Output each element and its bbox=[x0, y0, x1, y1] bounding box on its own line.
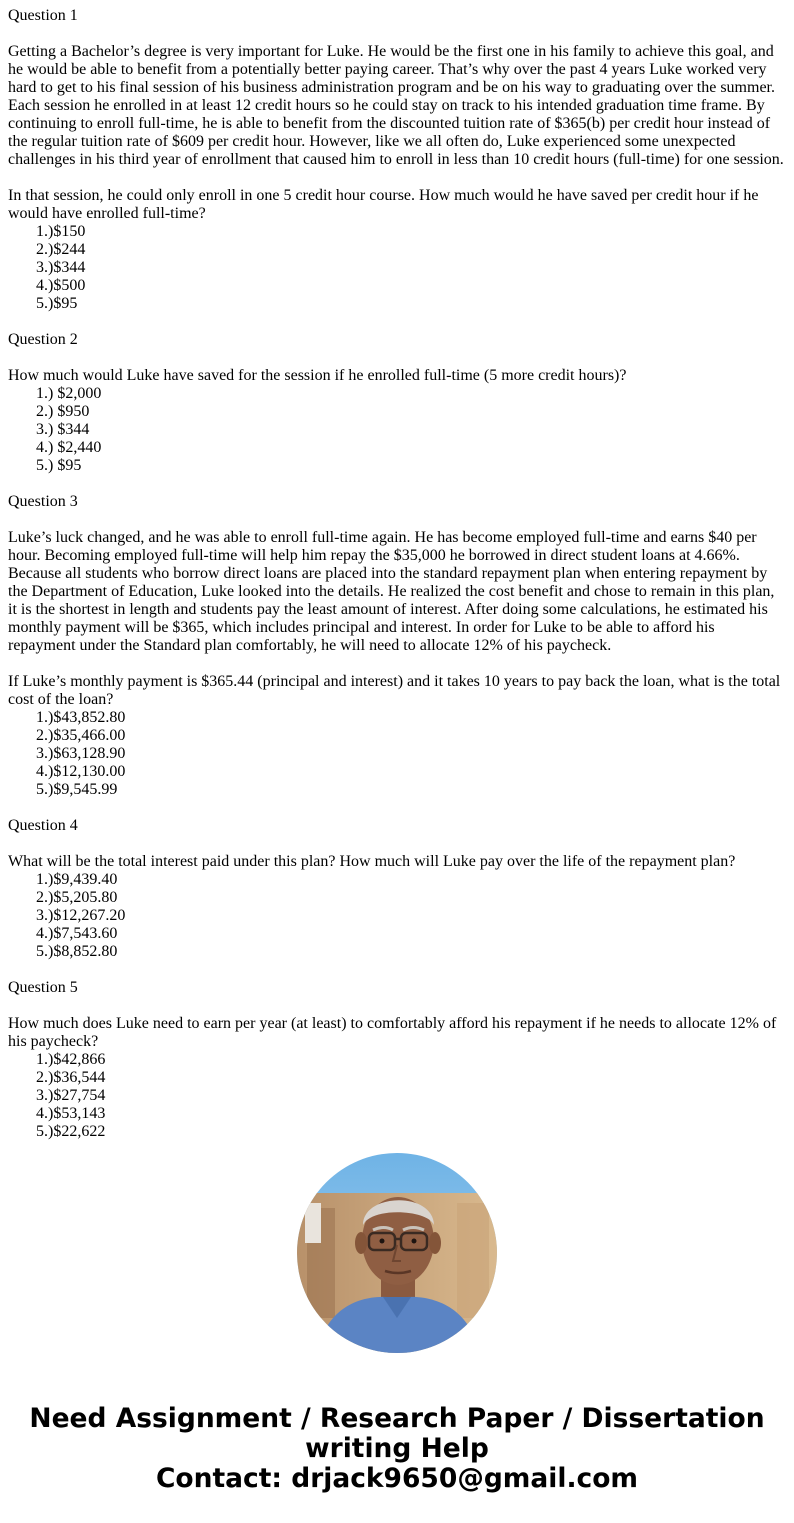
question-title: Question 1 bbox=[8, 7, 78, 24]
person-portrait-photo-icon bbox=[297, 1153, 497, 1353]
answer-option: 2.)$5,205.80 bbox=[36, 889, 118, 906]
answer-option: 1.)$42,866 bbox=[36, 1051, 106, 1068]
answer-option: 4.)$12,130.00 bbox=[36, 763, 126, 780]
footer-line-1: Need Assignment / Research Paper / Dissertation bbox=[29, 1403, 765, 1434]
question-title: Question 3 bbox=[8, 493, 78, 510]
answer-option: 3.)$63,128.90 bbox=[36, 745, 126, 762]
question-title: Question 2 bbox=[8, 331, 78, 348]
question-prompt: If Luke’s monthly payment is $365.44 (principal and interest) and it takes 10 years to pay back the loan, what is the total cost of the loan? bbox=[8, 673, 781, 708]
answer-option: 1.)$43,852.80 bbox=[36, 709, 126, 726]
answer-options bbox=[8, 385, 786, 475]
answer-option: 5.)$8,852.80 bbox=[36, 943, 118, 960]
question-title: Question 5 bbox=[8, 979, 78, 996]
answer-option: 1.)$9,439.40 bbox=[36, 871, 118, 888]
question-4 bbox=[8, 817, 786, 961]
question-title: Question 4 bbox=[8, 817, 78, 834]
answer-option: 4.)$7,543.60 bbox=[36, 925, 118, 942]
answer-option: 4.) $2,440 bbox=[36, 439, 102, 456]
question-paragraph: Luke’s luck changed, and he was able to enroll full-time again. He has become employed full-time and earns $40 per hour. Becoming employed full-time will help him repay the $35,000 he borrowed in direct student loans at 4.66%. Because all students who borrow direct loans are placed into the standard repayment plan when entering repayment by the Department of Education, Luke looked into the details. He realized the cost benefit and chose to remain in this plan, it is the shortest in length and students pay the least amount of interest. After doing some calculations, he estimated his monthly payment will be $365, which includes principal and interest. In order for Luke to be able to afford his repayment under the Standard plan comfortably, he will need to allocate 12% of his paycheck. bbox=[8, 529, 775, 654]
answer-option: 4.)$500 bbox=[36, 277, 86, 294]
answer-option: 2.)$244 bbox=[36, 241, 86, 258]
question-5 bbox=[8, 979, 786, 1141]
footer-line-2: writing Help bbox=[305, 1433, 489, 1464]
question-2 bbox=[8, 331, 786, 475]
question-prompt: How much would Luke have saved for the session if he enrolled full-time (5 more credit hours)? bbox=[8, 367, 627, 384]
answer-option: 2.) $950 bbox=[36, 403, 90, 420]
answer-option: 5.) $95 bbox=[36, 457, 82, 474]
answer-option: 3.)$27,754 bbox=[36, 1087, 106, 1104]
answer-options bbox=[8, 709, 786, 799]
answer-option: 3.)$344 bbox=[36, 259, 86, 276]
question-paragraph: Getting a Bachelor’s degree is very important for Luke. He would be the first one in his family to achieve this goal, and he would be able to benefit from a potentially better paying career. That’s why over the past 4 years Luke worked very hard to get to his final session of his business administration program and be on his way to graduating over the summer. Each session he enrolled in at least 12 credit hours so he could stay on track to his intended graduation time frame. By continuing to enroll full-time, he is able to benefit from the discounted tuition rate of $365(b) per credit hour instead of the regular tuition rate of $609 per credit hour. However, like we all often do, Luke experienced some unexpected challenges in his third year of enrollment that caused him to enroll in less than 10 credit hours (full-time) for one session. bbox=[8, 43, 784, 168]
answer-options bbox=[8, 1051, 786, 1141]
question-3 bbox=[8, 493, 786, 799]
footer-contact-email: Contact: drjack9650@gmail.com bbox=[155, 1463, 639, 1494]
answer-option: 5.)$22,622 bbox=[36, 1123, 106, 1140]
answer-options bbox=[8, 223, 786, 313]
question-1 bbox=[8, 7, 786, 313]
answer-option: 1.)$150 bbox=[36, 223, 86, 240]
answer-option: 2.)$35,466.00 bbox=[36, 727, 126, 744]
question-prompt: In that session, he could only enroll in one 5 credit hour course. How much would he have saved per credit hour if he would have enrolled full-time? bbox=[8, 187, 759, 222]
answer-option: 5.)$9,545.99 bbox=[36, 781, 118, 798]
answer-option: 3.) $344 bbox=[36, 421, 90, 438]
answer-options bbox=[8, 871, 786, 961]
answer-option: 2.)$36,544 bbox=[36, 1069, 106, 1086]
answer-option: 3.)$12,267.20 bbox=[36, 907, 126, 924]
question-prompt: What will be the total interest paid under this plan? How much will Luke pay over the life of the repayment plan? bbox=[8, 853, 736, 870]
question-prompt: How much does Luke need to earn per year (at least) to comfortably afford his repayment if he needs to allocate 12% of his paycheck? bbox=[8, 1015, 777, 1050]
answer-option: 4.)$53,143 bbox=[36, 1105, 106, 1122]
answer-option: 1.) $2,000 bbox=[36, 385, 102, 402]
answer-option: 5.)$95 bbox=[36, 295, 78, 312]
avatar bbox=[297, 1153, 497, 1353]
footer-contact bbox=[0, 1404, 794, 1494]
